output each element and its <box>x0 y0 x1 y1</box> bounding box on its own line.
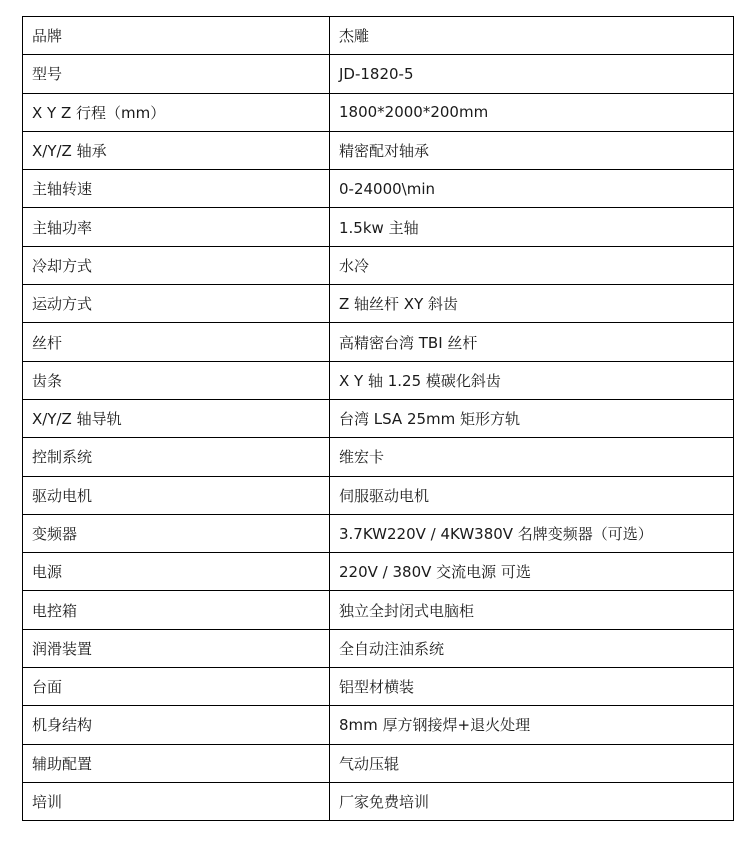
table-row <box>23 629 734 667</box>
spec-value-cell: 独立全封闭式电脑柜 <box>330 591 734 629</box>
table-row <box>23 208 734 246</box>
spec-value-cell: 1.5kw 主轴 <box>330 208 734 246</box>
table-row <box>23 170 734 208</box>
spec-value-cell: 杰雕 <box>330 17 734 55</box>
spec-value-cell: JD-1820-5 <box>330 55 734 93</box>
spec-table-body <box>23 17 734 821</box>
spec-value-cell: 全自动注油系统 <box>330 629 734 667</box>
table-row <box>23 399 734 437</box>
spec-label-cell: X/Y/Z 轴承 <box>23 131 330 169</box>
table-row <box>23 553 734 591</box>
spec-label-cell: 电控箱 <box>23 591 330 629</box>
spec-value-cell: 高精密台湾 TBI 丝杆 <box>330 323 734 361</box>
spec-value-cell: 铝型材横装 <box>330 668 734 706</box>
spec-label-cell: 丝杆 <box>23 323 330 361</box>
spec-label-cell: 润滑装置 <box>23 629 330 667</box>
table-row <box>23 591 734 629</box>
spec-value-cell: X Y 轴 1.25 模碳化斜齿 <box>330 361 734 399</box>
table-row <box>23 285 734 323</box>
table-row <box>23 438 734 476</box>
spec-value-cell: 0-24000\min <box>330 170 734 208</box>
spec-value-cell: 台湾 LSA 25mm 矩形方轨 <box>330 399 734 437</box>
spec-value-cell: 3.7KW220V / 4KW380V 名牌变频器（可选） <box>330 514 734 552</box>
table-row <box>23 17 734 55</box>
spec-label-cell: 运动方式 <box>23 285 330 323</box>
spec-label-cell: 辅助配置 <box>23 744 330 782</box>
spec-value-cell: 厂家免费培训 <box>330 782 734 820</box>
table-row <box>23 93 734 131</box>
spec-value-cell: 8mm 厚方钢接焊+退火处理 <box>330 706 734 744</box>
spec-label-cell: 冷却方式 <box>23 246 330 284</box>
spec-label-cell: 培训 <box>23 782 330 820</box>
spec-label-cell: 台面 <box>23 668 330 706</box>
table-row <box>23 706 734 744</box>
spec-label-cell: 驱动电机 <box>23 476 330 514</box>
table-row <box>23 476 734 514</box>
spec-label-cell: 变频器 <box>23 514 330 552</box>
spec-label-cell: X/Y/Z 轴导轨 <box>23 399 330 437</box>
table-row <box>23 668 734 706</box>
spec-label-cell: X Y Z 行程（mm） <box>23 93 330 131</box>
spec-label-cell: 机身结构 <box>23 706 330 744</box>
spec-label-cell: 控制系统 <box>23 438 330 476</box>
table-row <box>23 744 734 782</box>
spec-label-cell: 型号 <box>23 55 330 93</box>
spec-label-cell: 齿条 <box>23 361 330 399</box>
spec-value-cell: Z 轴丝杆 XY 斜齿 <box>330 285 734 323</box>
spec-label-cell: 主轴转速 <box>23 170 330 208</box>
spec-label-cell: 电源 <box>23 553 330 591</box>
spec-value-cell: 1800*2000*200mm <box>330 93 734 131</box>
spec-value-cell: 水冷 <box>330 246 734 284</box>
table-row <box>23 246 734 284</box>
spec-value-cell: 220V / 380V 交流电源 可选 <box>330 553 734 591</box>
spec-label-cell: 品牌 <box>23 17 330 55</box>
spec-value-cell: 伺服驱动电机 <box>330 476 734 514</box>
table-row <box>23 782 734 820</box>
spec-label-cell: 主轴功率 <box>23 208 330 246</box>
table-row <box>23 55 734 93</box>
spec-value-cell: 维宏卡 <box>330 438 734 476</box>
table-row <box>23 131 734 169</box>
table-row <box>23 323 734 361</box>
table-row <box>23 361 734 399</box>
table-row <box>23 514 734 552</box>
spec-value-cell: 气动压辊 <box>330 744 734 782</box>
spec-table <box>22 16 734 821</box>
spec-value-cell: 精密配对轴承 <box>330 131 734 169</box>
